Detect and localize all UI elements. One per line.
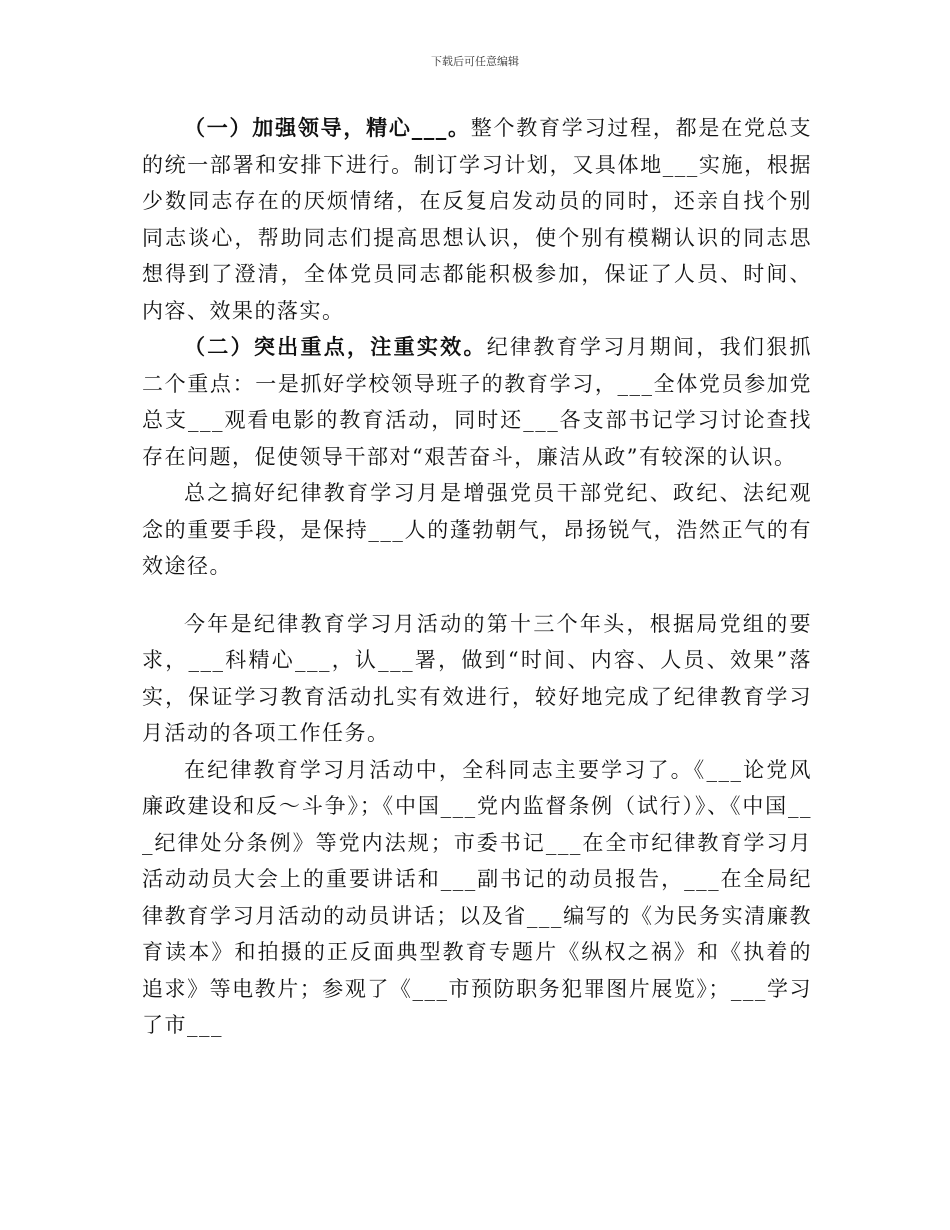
- paragraph-lead: （二）突出重点，注重实效。: [184, 334, 487, 359]
- paragraph-text: 纪律教育学习月期间，我们狠抓二个重点：一是抓好学校领导班子的教育学习，___全体党员参加党总支___观看电影的教育活动，同时还___各支部书记学习讨论查找存在问题，促使领导干部对“艰苦奋斗，廉洁从政”有较深的认识。: [142, 335, 812, 469]
- paragraph-intro: 今年是纪律教育学习月活动的第十三个年头，根据局党组的要求，___科精心___，认___署，做到“时间、内容、人员、效果”落实，保证学习教育活动扎实有效进行，较好地完成了纪律教育学习月活动的各项工作任务。: [142, 611, 812, 745]
- paragraph-study-content: 在纪律教育学习月活动中，全科同志主要学习了。《___论党风廉政建设和反～斗争》；《中国___党内监督条例（试行）》、《中国___纪律处分条例》等党内法规；市委书记___在全市纪律教育学习月活动动员大会上的重要讲话和___副书记的动员报告，___在全局纪律教育学习月活动的动员讲话；以及省___编写的《为民务实清廉教育读本》和拍摄的正反面典型教育专题片《纵权之祸》和《执着的追求》等电教片；参观了《___市预防职务犯罪图片展览》；___学习了市___: [142, 757, 812, 1037]
- paragraph-conclusion: 总之搞好纪律教育学习月是增强党员干部党纪、政纪、法纪观念的重要手段，是保持___人的蓬勃朝气，昂扬锐气，浩然正气的有效途径。: [142, 481, 812, 578]
- paragraph-lead: （一）加强领导，精心___。: [184, 115, 471, 140]
- paragraph-focus: [142, 329, 812, 475]
- document-body: [142, 110, 812, 1044]
- page-header: 下载后可任意编辑: [431, 55, 519, 68]
- paragraph-text: 整个教育学习过程，都是在党总支的统一部署和安排下进行。制订学习计划，又具体地___实施，根据少数同志存在的厌烦情绪，在反复启发动员的同时，还亲自找个别同志谈心，帮助同志们提高思想认识，使个别有模糊认识的同志思想得到了澄清，全体党员同志都能积极参加，保证了人员、时间、内容、效果的落实。: [142, 116, 813, 323]
- paragraph-leadership: [142, 110, 812, 329]
